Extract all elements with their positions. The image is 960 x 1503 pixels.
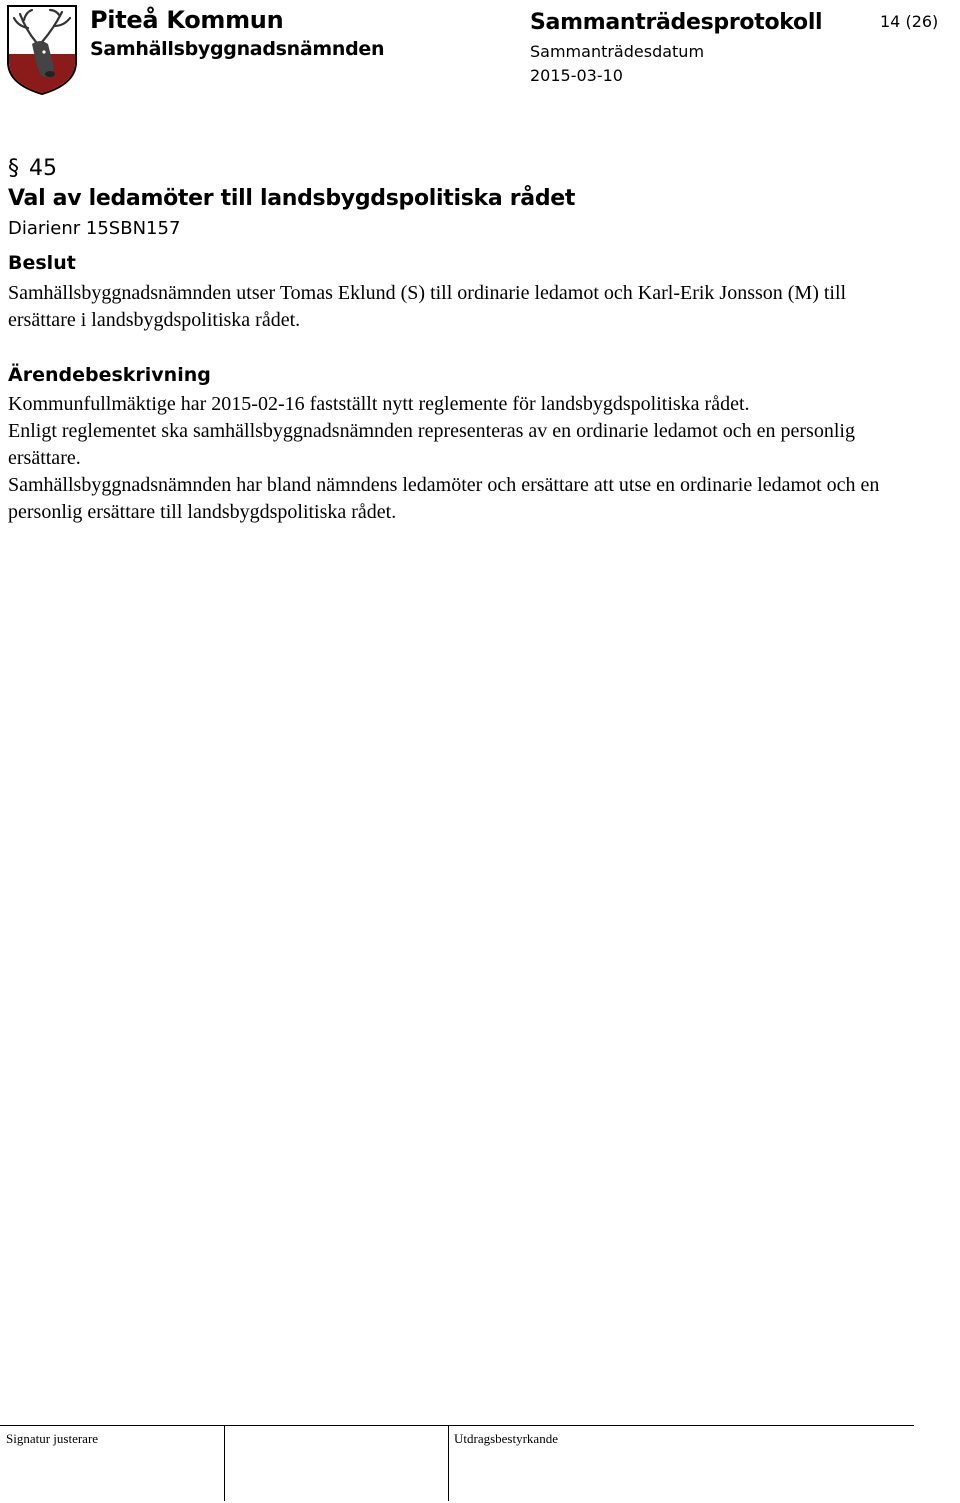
case-number: Diarienr 15SBN157 xyxy=(8,218,181,239)
description-paragraph: Enligt reglementet ska samhällsbyggnadsnämnden representeras av en ordinarie ledamot och en personlig ersättare. xyxy=(8,420,855,469)
committee-name: Samhällsbyggnadsnämnden xyxy=(90,38,385,60)
page-number: 14 (26) xyxy=(880,12,939,31)
coat-of-arms-logo xyxy=(6,4,78,96)
extract-certification-label: Utdragsbestyrkande xyxy=(454,1431,558,1446)
description-heading: Ärendebeskrivning xyxy=(8,364,211,386)
document-type: Sammanträdesprotokoll xyxy=(530,10,823,35)
decision-heading: Beslut xyxy=(8,252,76,274)
description-paragraph: Kommunfullmäktige har 2015-02-16 fastställt nytt reglemente för landsbygdspolitiska rådet. xyxy=(8,393,750,415)
meeting-date-label: Sammanträdesdatum xyxy=(530,42,705,61)
page-title: Val av ledamöter till landsbygdspolitiska rådet xyxy=(8,186,576,211)
decision-text: Samhällsbyggnadsnämnden utser Tomas Eklund (S) till ordinarie ledamot och Karl-Erik Jonsson (M) till ersättare i landsbygdspolitiska rådet. xyxy=(8,282,847,331)
footer-rule xyxy=(0,1425,914,1426)
organization-name: Piteå Kommun xyxy=(90,6,284,34)
meeting-date-value: 2015-03-10 xyxy=(530,66,623,85)
footer-divider xyxy=(224,1425,225,1501)
section-sign: § xyxy=(8,156,19,181)
section-heading xyxy=(8,156,57,181)
section-number: 45 xyxy=(29,156,57,181)
description-body xyxy=(8,391,928,526)
footer-divider xyxy=(448,1425,449,1501)
signature-field-label: Signatur justerare xyxy=(6,1431,99,1446)
description-paragraph: Samhällsbyggnadsnämnden har bland nämndens ledamöter och ersättare att utse en ordinarie ledamot och en personlig ersättare till landsbygdspolitiska rådet. xyxy=(8,474,880,523)
